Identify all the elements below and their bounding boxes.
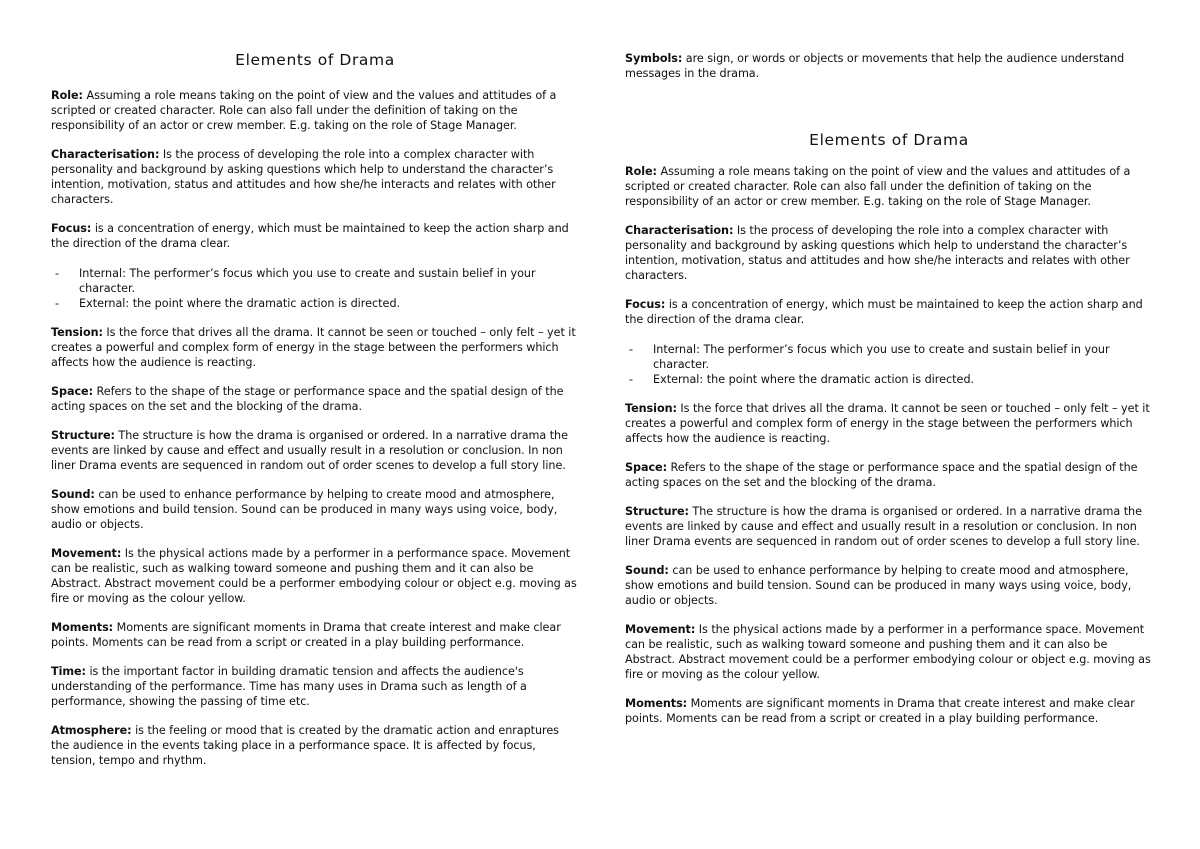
entry-focus [625, 297, 1153, 327]
definition-moments: Moments are significant moments in Drama that create interest and make clear points. Moments can be read from a script or created in a play building performance. [51, 621, 561, 649]
definition-structure: The structure is how the drama is organised or ordered. In a narrative drama the events are linked by cause and effect and usually result in a resolution or conclusion. In non liner Drama events are sequenced in random out of order scenes to develop a full story line. [51, 429, 568, 472]
term-characterisation: Characterisation: [625, 224, 734, 237]
entry-sound [625, 563, 1153, 608]
definition-sound: can be used to enhance performance by helping to create mood and atmosphere, show emotions and build tension. Sound can be produced in many ways using voice, body, audio or objects. [625, 564, 1132, 607]
term-moments: Moments: [625, 697, 688, 710]
term-moments: Moments: [51, 621, 114, 634]
entry-sound [51, 487, 579, 532]
definition-moments: Moments are significant moments in Drama that create interest and make clear points. Moments can be read from a script or created in a play building performance. [625, 697, 1135, 725]
definition-structure: The structure is how the drama is organised or ordered. In a narrative drama the events are linked by cause and effect and usually result in a resolution or conclusion. In non liner Drama events are sequenced in random out of order scenes to develop a full story line. [625, 505, 1142, 548]
definition-time: is the important factor in building dramatic tension and affects the audience's understanding of the performance. Time has many uses in Drama such as length of a performance, showing the passing of time etc. [51, 665, 527, 708]
entry-focus [51, 221, 579, 251]
definition-characterisation: Is the process of developing the role into a complex character with personality and background by asking questions which help to understand the character’s intention, motivation, status and attitudes and how she/he interacts and relates with other characters. [625, 224, 1130, 282]
entry-atmosphere [51, 723, 579, 768]
term-symbols: Symbols: [625, 52, 683, 65]
definition-tension: Is the force that drives all the drama. It cannot be seen or touched – only felt – yet it creates a powerful and complex form of energy in the stage between the performers which affects how the audience is reacting. [625, 402, 1150, 445]
entry-movement [51, 546, 579, 606]
entry-characterisation [625, 223, 1153, 283]
definition-role: Assuming a role means taking on the point of view and the values and attitudes of a scripted or created character. Role can also fall under the definition of taking on the responsibility of an actor or crew member. E.g. taking on the role of Stage Manager. [625, 165, 1131, 208]
term-movement: Movement: [51, 547, 122, 560]
list-item [625, 342, 1153, 372]
page-title: Elements of Drama [235, 51, 395, 69]
term-space: Space: [51, 385, 94, 398]
entry-structure [625, 504, 1153, 549]
term-focus: Focus: [625, 298, 666, 311]
term-structure: Structure: [625, 505, 689, 518]
entry-moments [625, 696, 1153, 726]
bullet-text: Internal: The performer’s focus which you use to create and sustain belief in your character. [79, 267, 536, 295]
term-tension: Tension: [625, 402, 677, 415]
entry-structure [51, 428, 579, 473]
bullet-dash: - [629, 343, 634, 356]
term-role: Role: [51, 89, 83, 102]
focus-bullet-list [51, 266, 579, 311]
term-role: Role: [625, 165, 657, 178]
entry-tension [625, 401, 1153, 446]
right-column [625, 0, 1153, 726]
definition-space: Refers to the shape of the stage or performance space and the spatial design of the acting spaces on the set and the blocking of the drama. [625, 461, 1138, 489]
entry-space [625, 460, 1153, 490]
definition-role: Assuming a role means taking on the point of view and the values and attitudes of a scripted or created character. Role can also fall under the definition of taking on the responsibility of an actor or crew member. E.g. taking on the role of Stage Manager. [51, 89, 557, 132]
term-tension: Tension: [51, 326, 103, 339]
entry-characterisation [51, 147, 579, 207]
definition-focus: is a concentration of energy, which must be maintained to keep the action sharp and the direction of the drama clear. [51, 222, 569, 250]
entry-moments [51, 620, 579, 650]
entry-time [51, 664, 579, 709]
term-space: Space: [625, 461, 668, 474]
definition-focus: is a concentration of energy, which must be maintained to keep the action sharp and the direction of the drama clear. [625, 298, 1143, 326]
term-sound: Sound: [625, 564, 669, 577]
term-time: Time: [51, 665, 86, 678]
term-focus: Focus: [51, 222, 92, 235]
bullet-text: Internal: The performer’s focus which you use to create and sustain belief in your character. [653, 343, 1110, 371]
list-item [51, 296, 579, 311]
definition-symbols: are sign, or words or objects or movements that help the audience understand messages in the drama. [625, 52, 1125, 80]
list-item [51, 266, 579, 296]
list-item [625, 372, 1153, 387]
definition-atmosphere: is the feeling or mood that is created by the dramatic action and enraptures the audience in the events taking place in a performance space. It is affected by focus, tension, tempo and rhythm. [51, 724, 559, 767]
entry-tension [51, 325, 579, 370]
entry-movement [625, 622, 1153, 682]
bullet-text: External: the point where the dramatic action is directed. [653, 373, 975, 386]
bullet-text: External: the point where the dramatic action is directed. [79, 297, 401, 310]
definition-characterisation: Is the process of developing the role into a complex character with personality and background by asking questions which help to understand the character’s intention, motivation, status and attitudes and how she/he interacts and relates with other characters. [51, 148, 556, 206]
bullet-dash: - [629, 373, 634, 386]
page-title-repeat: Elements of Drama [809, 131, 969, 149]
definition-movement: Is the physical actions made by a performer in a performance space. Movement can be realistic, such as walking toward someone and pushing them and it can also be Abstract. Abstract movement could be a performer embodying colour or object e.g. moving as fire or moving as the colour yellow. [51, 547, 577, 605]
definition-tension: Is the force that drives all the drama. It cannot be seen or touched – only felt – yet it creates a powerful and complex form of energy in the stage between the performers which affects how the audience is reacting. [51, 326, 576, 369]
entry-role [51, 88, 579, 133]
left-column [51, 0, 579, 768]
entry-space [51, 384, 579, 414]
entry-role [625, 164, 1153, 209]
entry-symbols [625, 51, 1153, 81]
bullet-dash: - [55, 267, 60, 280]
term-movement: Movement: [625, 623, 696, 636]
bullet-dash: - [55, 297, 60, 310]
term-sound: Sound: [51, 488, 95, 501]
definition-space: Refers to the shape of the stage or performance space and the spatial design of the acting spaces on the set and the blocking of the drama. [51, 385, 564, 413]
term-atmosphere: Atmosphere: [51, 724, 132, 737]
definition-sound: can be used to enhance performance by helping to create mood and atmosphere, show emotions and build tension. Sound can be produced in many ways using voice, body, audio or objects. [51, 488, 558, 531]
term-characterisation: Characterisation: [51, 148, 160, 161]
term-structure: Structure: [51, 429, 115, 442]
focus-bullet-list [625, 342, 1153, 387]
definition-movement: Is the physical actions made by a performer in a performance space. Movement can be realistic, such as walking toward someone and pushing them and it can also be Abstract. Abstract movement could be a performer embodying colour or object e.g. moving as fire or moving as the colour yellow. [625, 623, 1151, 681]
